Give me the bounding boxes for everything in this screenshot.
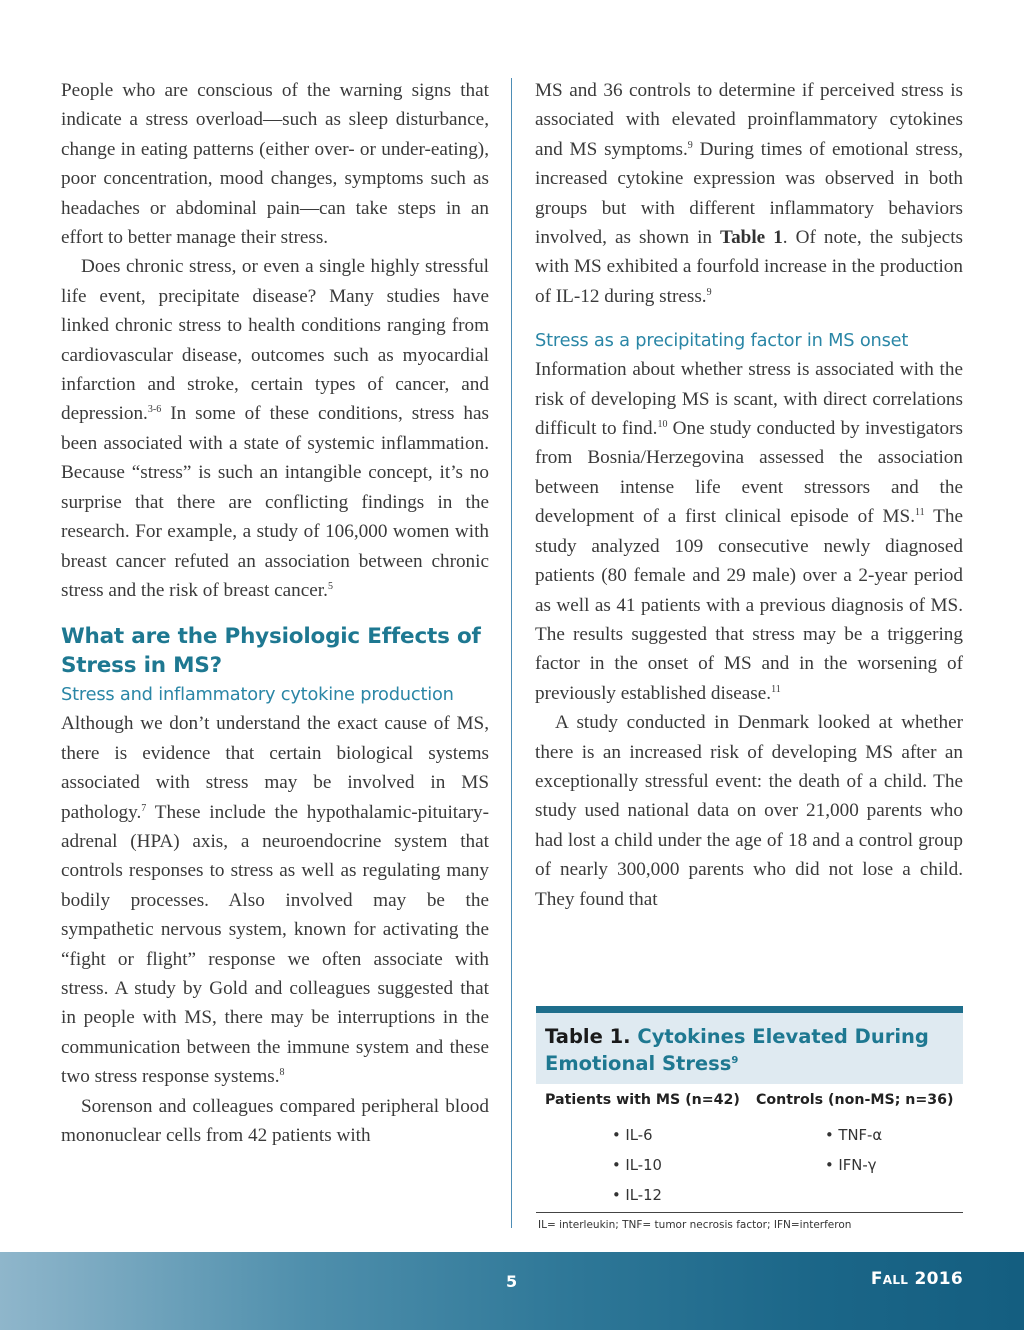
text-run: Information about whether stress is associated with the risk of developing MS is scant, with direct correlations difficult to find. — [535, 359, 963, 440]
text-run: MS and 36 controls to determine if perceived stress is associated with elevated proinflammatory cytokines and MS symptoms. — [535, 80, 963, 160]
table-title: Cytokines Elevated During Emotional Stress — [545, 1025, 929, 1075]
column-divider — [511, 78, 512, 1228]
paragraph — [61, 709, 489, 1091]
table-footnote: IL= interleukin; TNF= tumor necrosis factor; IFN=interferon — [538, 1219, 852, 1231]
citation: 11 — [915, 507, 925, 519]
table-cell: • TNF-α — [825, 1127, 883, 1144]
text-run: These include the hypothalamic-pituitary-adrenal (HPA) axis, a neuroendocrine system that controls responses to stress as well as regulating many bodily processes. Also involved may be the sympathetic nervous system, known for activating the “fight or flight” response we often associate with stress. A study by Gold and colleagues suggested that in people with MS, there may be interruptions in the communication between the immune system and these two stress response systems. — [61, 801, 489, 1088]
paragraph — [535, 355, 963, 708]
paragraph: A study conducted in Denmark looked at whether there is an increased risk of developing MS after an exceptionally stressful event: the death of a child. The study used national data on over 21,000 parents who had lost a child under the age of 18 and a control group of nearly 300,000 parents who did not lose a child. They found that — [535, 712, 963, 910]
page-number: 5 — [506, 1272, 518, 1291]
text-run: . Of note, the subjects with MS exhibited a fourfold increase in the production of IL-12 during stress. — [535, 227, 963, 307]
table-cell: • IL-12 — [612, 1187, 662, 1204]
paragraph — [61, 252, 489, 605]
citation: 8 — [279, 1067, 285, 1079]
citation: 11 — [771, 683, 781, 695]
issue-label: Fall 2016 — [870, 1269, 963, 1289]
table-header-row — [536, 1084, 963, 1117]
table-title-bar — [536, 1006, 963, 1084]
subheading: Stress and inflammatory cytokine production — [61, 684, 454, 706]
citation: 10 — [657, 419, 668, 431]
citation: 3-6 — [147, 404, 162, 416]
citation: 9 — [706, 286, 712, 298]
column-header-ms: Patients with MS (n=42) — [545, 1092, 740, 1108]
section-heading: What are the Physiologic Effects of Stress in MS? — [61, 624, 481, 679]
citation: 5 — [327, 580, 333, 592]
text-run: In some of these conditions, stress has been associated with a state of systemic inflammation. Because “stress” is such an intangible concept, it’s no surprise that there are conflicting findings in the research. For example, a study of 106,000 women with breast cancer refuted an association between chronic stress and the risk of breast cancer. — [61, 403, 489, 601]
text-run: Although we don’t understand the exact cause of MS, there is evidence that certain biological systems associated with stress may be involved in MS pathology. — [61, 713, 489, 823]
citation: 7 — [141, 802, 147, 814]
citation: 9 — [687, 139, 693, 151]
paragraph: Sorenson and colleagues compared peripheral blood mononuclear cells from 42 patients with — [61, 1095, 489, 1146]
right-column — [535, 76, 963, 914]
left-column — [61, 76, 489, 1150]
text-run: During times of emotional stress, increased cytokine expression was observed in both groups but with different inflammatory behaviors involved, as shown in — [535, 138, 963, 249]
table-cell: • IFN-γ — [825, 1157, 877, 1174]
table-cell: • IL-6 — [612, 1127, 653, 1144]
table-reference: Table 1 — [720, 227, 783, 249]
citation: 9 — [731, 1055, 739, 1066]
text-run: Does chronic stress, or even a single highly stressful life event, precipitate disease? Many studies have linked chronic stress to health conditions ranging from cardiovascular disease, outcomes such as myocardial infarction and stroke, certain types of cancer, and depression. — [61, 256, 489, 425]
text-run: The study analyzed 109 consecutive newly diagnosed patients (80 female and 29 male) over a 2-year period as well as 41 patients with a previous diagnosis of MS. The results suggested that stress may be a triggering factor in the onset of MS and in the worsening of previously established disease. — [535, 506, 964, 704]
page-footer — [0, 1252, 1024, 1330]
paragraph — [535, 76, 963, 311]
table-cell: • IL-10 — [612, 1157, 662, 1174]
subheading: Stress as a precipitating factor in MS onset — [535, 330, 909, 352]
paragraph: People who are conscious of the warning signs that indicate a stress overload—such as sleep disturbance, change in eating patterns (either over- or under-eating), poor concentration, mood changes, symptoms such as headaches or abdominal pain—can take steps in an effort to better manage their stress. — [61, 80, 489, 249]
cytokine-table — [536, 1006, 963, 1231]
table-label: Table 1. — [545, 1025, 631, 1048]
text-run: One study conducted by investigators from Bosnia/Herzegovina assessed the association between intense life event stressors and the development of a first clinical episode of MS. — [535, 418, 963, 528]
table-body — [536, 1117, 963, 1212]
column-header-controls: Controls (non-MS; n=36) — [756, 1092, 954, 1108]
